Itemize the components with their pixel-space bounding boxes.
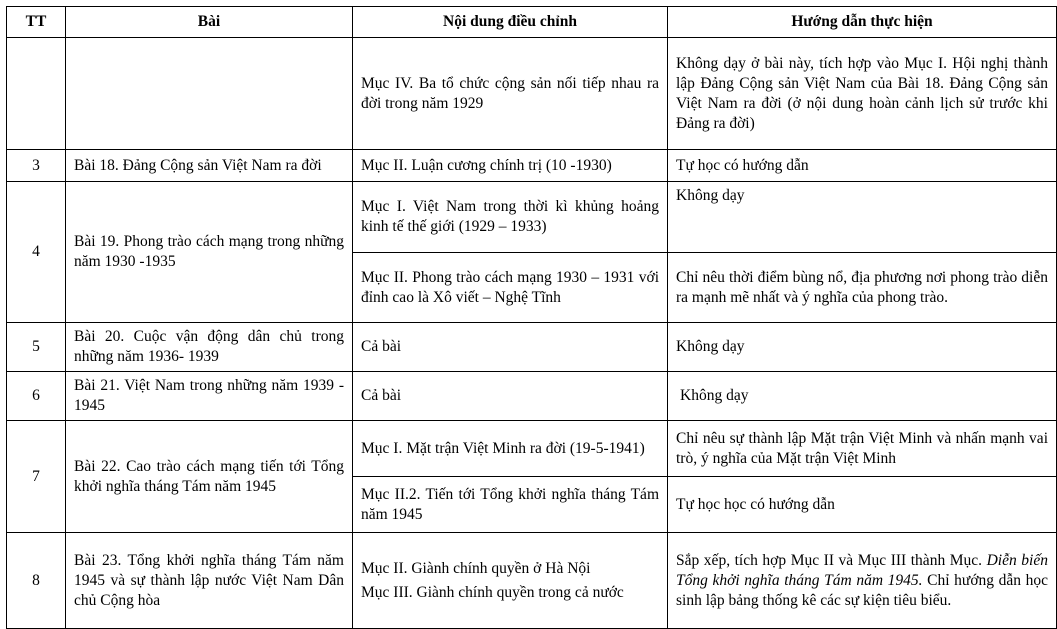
cell-huong-dan: Tự học học có hướng dẫn: [668, 477, 1057, 533]
header-row: [7, 7, 1057, 38]
cell-huong-dan: Chỉ nêu sự thành lập Mặt trận Việt Minh và nhấn mạnh vai trò, ý nghĩa của Mặt trận Việt Minh: [668, 421, 1057, 477]
cell-bai: Bài 18. Đảng Cộng sản Việt Nam ra đời: [66, 150, 353, 182]
cell-noi-dung: Mục I. Việt Nam trong thời kì khủng hoảng kinh tế thế giới (1929 – 1933): [353, 182, 668, 253]
cell-bai: Bài 21. Việt Nam trong những năm 1939 - 1945: [66, 372, 353, 421]
cell-noi-dung: Mục II. Phong trào cách mạng 1930 – 1931 với đỉnh cao là Xô viết – Nghệ Tĩnh: [353, 253, 668, 323]
cell-tt: 5: [7, 323, 66, 372]
header-huong-dan: Hướng dẫn thực hiện: [668, 7, 1057, 38]
header-tt: TT: [7, 7, 66, 38]
cell-tt: 8: [7, 533, 66, 629]
huong-dan-text: Chỉ hướng dẫn học sinh lập bảng thống kê các sự kiện tiêu biểu.: [676, 571, 1049, 609]
cell-tt: 3: [7, 150, 66, 182]
adjustment-table: [6, 6, 1057, 629]
table-row: [7, 323, 1057, 372]
cell-tt: 6: [7, 372, 66, 421]
noi-dung-line: Mục II. Giành chính quyền ở Hà Nội: [361, 559, 591, 577]
table-row: [7, 38, 1057, 150]
cell-huong-dan: Không dạy: [668, 372, 1057, 421]
cell-noi-dung: [353, 533, 668, 629]
noi-dung-line: Mục III. Giành chính quyền trong cả nước: [361, 583, 624, 601]
cell-huong-dan: [668, 533, 1057, 629]
header-bai: Bài: [66, 7, 353, 38]
table-row: [7, 533, 1057, 629]
cell-bai: Bài 20. Cuộc vận động dân chủ trong những năm 1936- 1939: [66, 323, 353, 372]
table-row: [7, 421, 1057, 477]
cell-bai: Bài 19. Phong trào cách mạng trong những năm 1930 -1935: [66, 182, 353, 323]
table-row: [7, 372, 1057, 421]
cell-noi-dung: Mục I. Mặt trận Việt Minh ra đời (19-5-1941): [353, 421, 668, 477]
cell-bai: Bài 23. Tổng khởi nghĩa tháng Tám năm 1945 và sự thành lập nước Việt Nam Dân chủ Cộng hòa: [66, 533, 353, 629]
cell-huong-dan: Chỉ nêu thời điểm bùng nổ, địa phương nơi phong trào diễn ra mạnh mẽ nhất và ý nghĩa của phong trào.: [668, 253, 1057, 323]
header-noi-dung: Nội dung điều chỉnh: [353, 7, 668, 38]
cell-noi-dung: Mục II.2. Tiến tới Tổng khởi nghĩa tháng Tám năm 1945: [353, 477, 668, 533]
cell-noi-dung: Cả bài: [353, 323, 668, 372]
cell-bai: [66, 38, 353, 150]
cell-tt: 7: [7, 421, 66, 533]
cell-huong-dan: Không dạy: [668, 323, 1057, 372]
cell-tt: 4: [7, 182, 66, 323]
table-row: [7, 150, 1057, 182]
cell-tt: [7, 38, 66, 150]
cell-noi-dung: Mục II. Luận cương chính trị (10 -1930): [353, 150, 668, 182]
cell-huong-dan: Không dạy: [668, 182, 1057, 253]
huong-dan-italic-text: Diễn biến Tổng khởi nghĩa tháng Tám năm 1945.: [676, 551, 1048, 589]
huong-dan-text: Sắp xếp, tích hợp Mục II và Mục III thành Mục.: [676, 551, 983, 569]
cell-huong-dan: Tự học có hướng dẫn: [668, 150, 1057, 182]
table-row: [7, 182, 1057, 253]
cell-noi-dung: Cả bài: [353, 372, 668, 421]
cell-bai: Bài 22. Cao trào cách mạng tiến tới Tổng khởi nghĩa tháng Tám năm 1945: [66, 421, 353, 533]
cell-noi-dung: Mục IV. Ba tổ chức cộng sản nối tiếp nhau ra đời trong năm 1929: [353, 38, 668, 150]
cell-huong-dan: Không dạy ở bài này, tích hợp vào Mục I. Hội nghị thành lập Đảng Cộng sản Việt Nam của Bài 18. Đảng Cộng sản Việt Nam ra đời (ở nội dung hoàn cảnh lịch sử trước khi Đảng ra đời): [668, 38, 1057, 150]
